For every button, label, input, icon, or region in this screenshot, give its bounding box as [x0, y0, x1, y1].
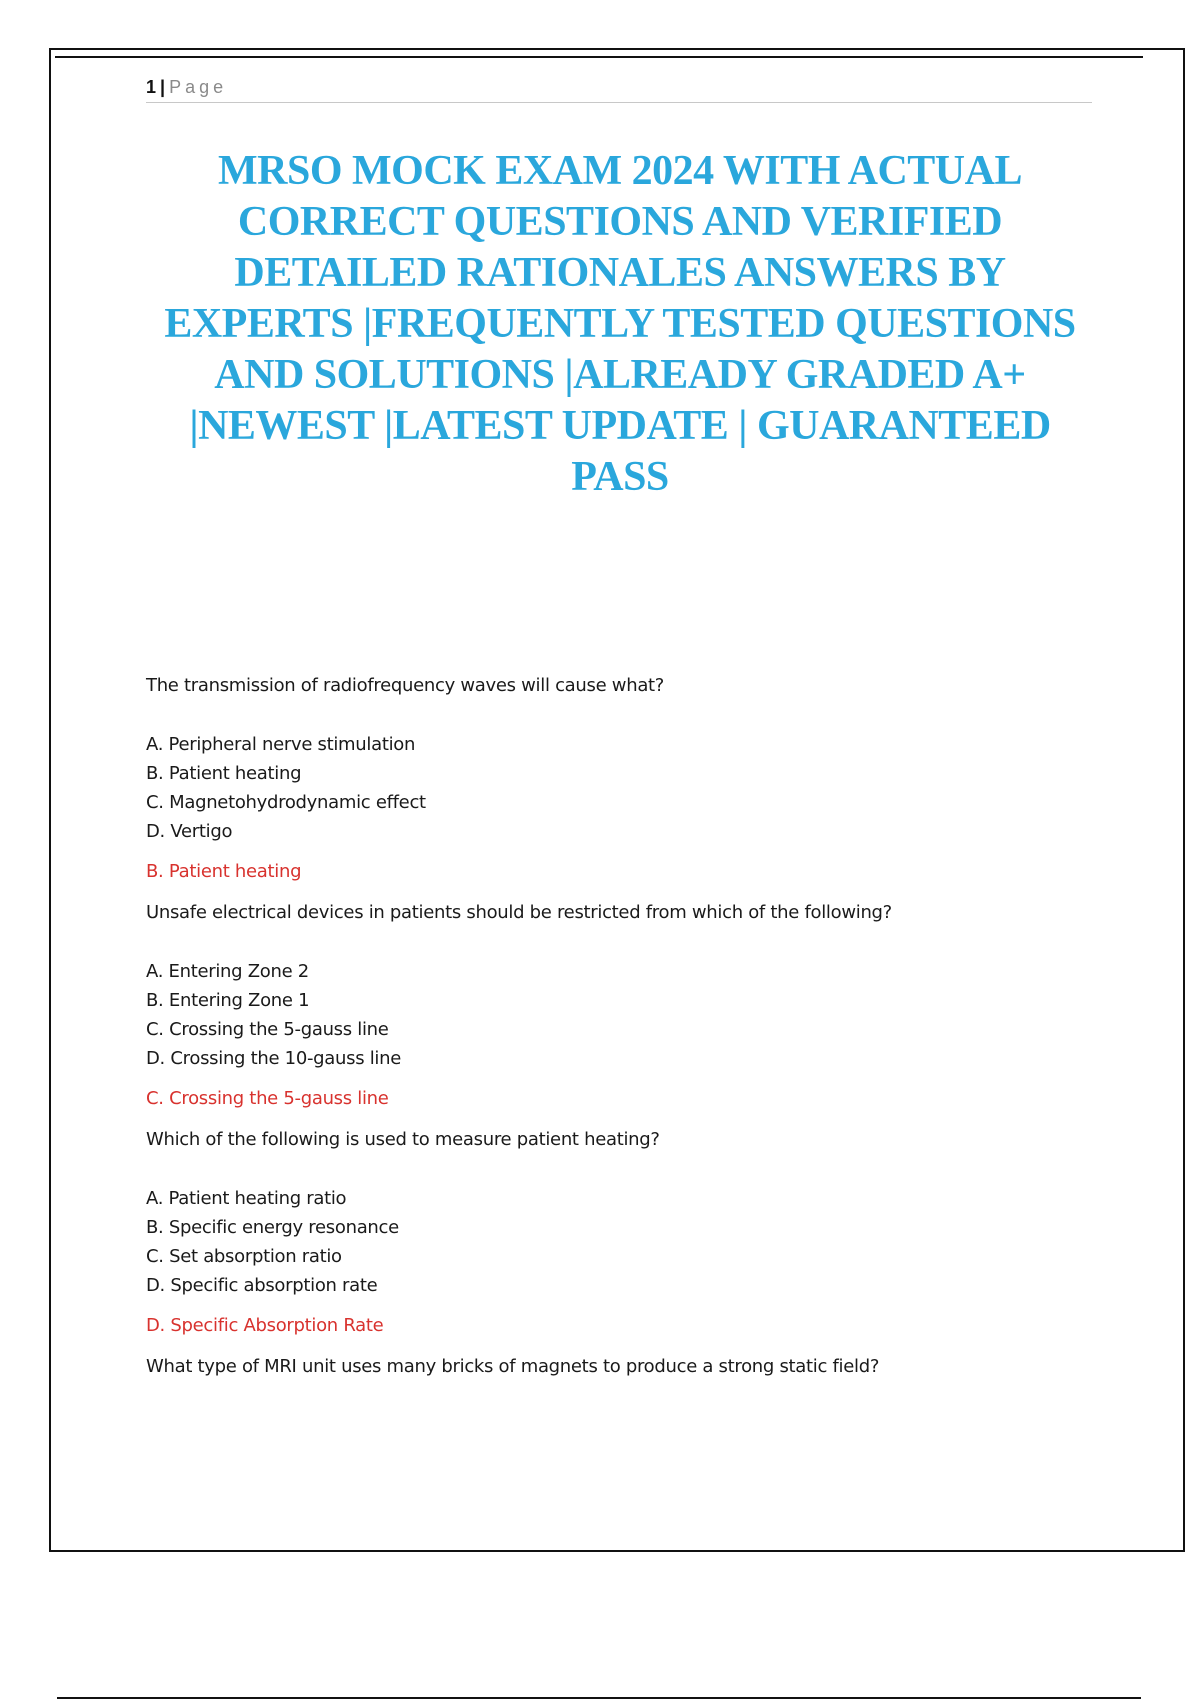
correct-answer: C. Crossing the 5-gauss line — [146, 1088, 389, 1109]
option-item: A. Peripheral nerve stimulation — [146, 734, 416, 755]
option-item: A. Entering Zone 2 — [146, 961, 309, 982]
option-list — [146, 730, 1096, 846]
question-block — [146, 1127, 1096, 1339]
option-item: C. Magnetohydrodynamic effect — [146, 792, 426, 813]
page-separator: | — [160, 77, 166, 97]
option-item: B. Entering Zone 1 — [146, 990, 310, 1011]
option-item: C. Crossing the 5-gauss line — [146, 1019, 389, 1040]
option-item: D. Specific absorption rate — [146, 1275, 378, 1296]
option-list — [146, 957, 1096, 1073]
question-block — [146, 673, 1096, 885]
document-title: MRSO MOCK EXAM 2024 WITH ACTUAL CORRECT QUESTIONS AND VERIFIED DETAILED RATIONALES ANSWERS BY EXPERTS |FREQUENTLY TESTED QUESTIONS AND SOLUTIONS |ALREADY GRADED A+ |NEWEST |LATEST UPDATE | GUARANTEED PASS — [164, 148, 1076, 500]
question-text: Which of the following is used to measure patient heating? — [146, 1129, 660, 1150]
page-header — [146, 76, 1092, 103]
option-item: D. Crossing the 10-gauss line — [146, 1048, 401, 1069]
option-item: C. Set absorption ratio — [146, 1246, 342, 1267]
correct-answer: D. Specific Absorption Rate — [146, 1315, 384, 1336]
question-text: The transmission of radiofrequency waves will cause what? — [146, 675, 665, 696]
bottom-rule — [57, 1697, 1141, 1699]
option-item: A. Patient heating ratio — [146, 1188, 347, 1209]
question-text: What type of MRI unit uses many bricks of magnets to produce a strong static field? — [146, 1356, 880, 1377]
option-item: D. Vertigo — [146, 821, 233, 842]
page-number: 1 — [146, 77, 157, 97]
question-block — [146, 1354, 1096, 1380]
option-item: B. Specific energy resonance — [146, 1217, 399, 1238]
correct-answer: B. Patient heating — [146, 861, 302, 882]
questions-section — [146, 673, 1096, 1380]
question-block — [146, 900, 1096, 1112]
question-text: Unsafe electrical devices in patients should be restricted from which of the following? — [146, 902, 892, 923]
page-label: Page — [169, 77, 228, 97]
option-item: B. Patient heating — [146, 763, 302, 784]
option-list — [146, 1184, 1096, 1300]
